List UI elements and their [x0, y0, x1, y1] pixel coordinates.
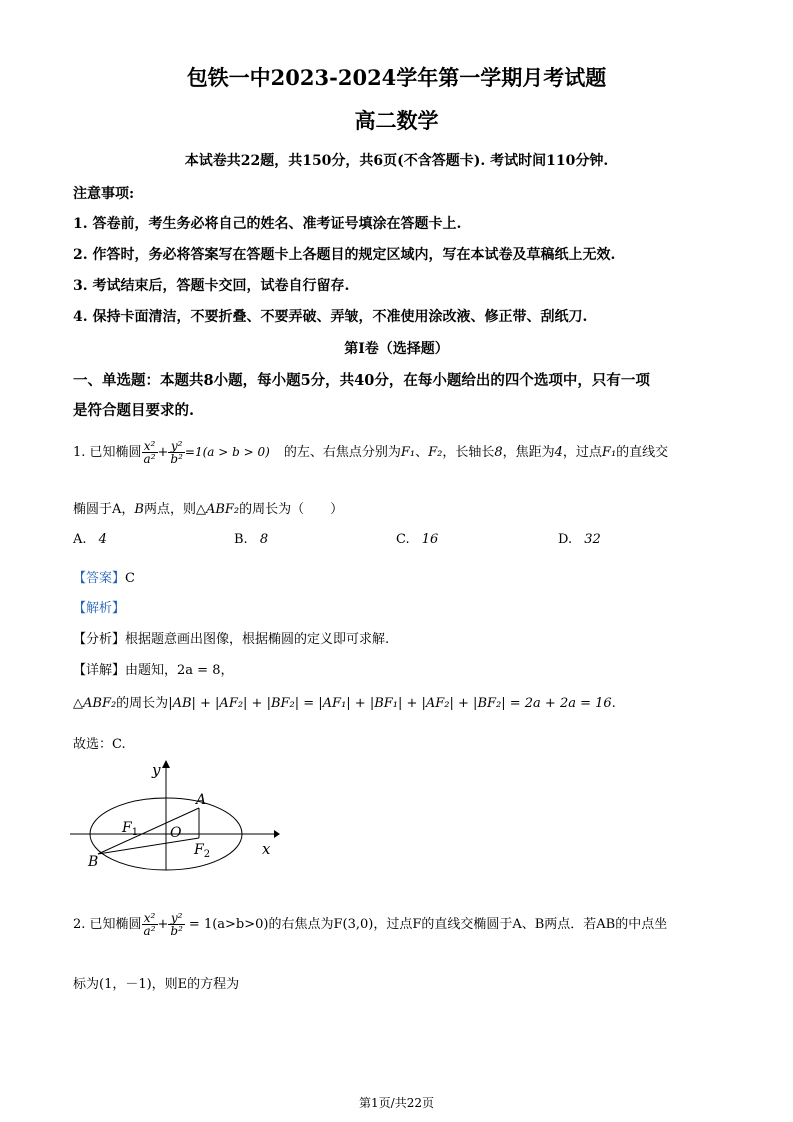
q1-text-e: 的直线交: [616, 445, 669, 460]
q1-answer: [73, 567, 135, 586]
section-line-1: 一、单选题：本题共8小题，每小题5分，共40分，在每小题给出的四个选项中，只有一项: [73, 372, 650, 389]
q1-four: 4: [554, 445, 563, 460]
q1-analysis: [73, 597, 125, 616]
q1-sep: 、: [415, 445, 429, 460]
q1-detail: [73, 659, 233, 678]
q1-line2-c: 的周长为（ ）: [239, 502, 344, 517]
q1-stem-line2: [73, 498, 343, 517]
ellipse-figure: [66, 758, 286, 878]
q1-frac-x: $\frac{\text{x²}}{\text{a²}}$: [143, 439, 156, 466]
y-label: y: [152, 761, 161, 779]
fenxi-tag: 【分析】: [73, 632, 126, 647]
q2-frac-y: $\frac{\text{y²}}{\text{b²}}$: [170, 911, 183, 938]
q1-line2-a: 椭圆于A，: [73, 502, 135, 517]
point-b-label: B: [88, 854, 99, 870]
q1-text-b: ，长轴长: [442, 445, 495, 460]
detail-text: 由题知，2a = 8，: [125, 663, 234, 678]
q1-eight: 8: [494, 445, 503, 460]
q1-option-c: C. 16: [396, 532, 439, 547]
q1-text-a: 的左、右焦点分别为: [283, 445, 401, 460]
q2-plus: +: [157, 917, 169, 932]
q1-frac-y: $\frac{\text{y²}}{\text{b²}}$: [170, 439, 183, 466]
section-line-2: 是符合题目要求的.: [73, 402, 195, 419]
q1-condition: =1(a > b > 0): [184, 445, 270, 459]
q2-frac-x: $\frac{\text{x²}}{\text{a²}}$: [143, 911, 156, 938]
q1-text-c: ，焦距为: [502, 445, 555, 460]
fenxi-text: 根据题意画出图像，根据椭圆的定义即可求解.: [125, 632, 390, 647]
x-label: x: [262, 840, 271, 858]
chord-ab: [98, 808, 199, 854]
q1-perimeter: [73, 692, 616, 711]
origin-label: O: [170, 825, 182, 841]
q2-text-a: = 1(a>b>0)的右焦点为F(3,0)，过点F的直线交椭圆于A、B两点．若AB的中点坐: [188, 917, 668, 932]
notice-heading: 注意事项:: [73, 186, 135, 202]
perimeter-formula: |AB| + |AF₂| + |BF₂| = |AF₁| + |BF₁| + |AF₂| + |BF₂| = 2a + 2a = 16: [168, 696, 612, 711]
notice-item-4: 4. 保持卡面清洁，不要折叠、不要弄破、弄皱，不准使用涂改液、修正带、刮纸刀.: [73, 309, 588, 325]
notice-item-1: 1. 答卷前，考生务必将自己的姓名、准考证号填涂在答题卡上.: [73, 216, 462, 232]
page-footer: 第1页/共22页: [359, 1096, 434, 1110]
q1-f1b: F₁: [601, 445, 617, 460]
segment-bf2: [98, 838, 199, 854]
q1-text-d: ，过点: [562, 445, 602, 460]
perimeter-prefix: △ABF₂: [73, 696, 117, 711]
exam-subtitle: 高二数学: [354, 108, 439, 133]
answer-value: C: [125, 571, 135, 586]
q1-f1: F₁: [400, 445, 416, 460]
q2-stem-line1: [73, 912, 667, 937]
q2-number: 2. 已知椭圆: [73, 917, 142, 932]
q2-stem-line2: 标为(1，－1)，则E的方程为: [73, 977, 240, 992]
perimeter-end: .: [611, 696, 616, 711]
q1-number: 1. 已知椭圆: [73, 445, 142, 460]
q1-fenxi: [73, 628, 389, 647]
notice-item-2: 2. 作答时，务必将答案写在答题卡上各题目的规定区域内，写在本试卷及草稿纸上无效.: [73, 247, 616, 263]
notice-item-3: 3. 考试结束后，答题卡交回，试卷自行留存.: [73, 278, 350, 294]
q1-plus: +: [157, 445, 169, 460]
f1-label: $F_1$: [122, 820, 139, 838]
y-axis-arrow: [162, 760, 170, 768]
q1-point-b: B: [134, 502, 144, 517]
analysis-tag: 【解析】: [73, 601, 126, 616]
q1-line2-b: 两点，则: [143, 502, 196, 517]
detail-tag: 【详解】: [73, 663, 126, 678]
exam-title: 包铁一中2023-2024学年第一学期月考试题: [186, 65, 607, 90]
exam-info: 本试卷共22题，共150分，共6页(不含答题卡). 考试时间110分钟.: [184, 153, 609, 169]
q1-option-a: A. 4: [73, 532, 107, 547]
q1-option-b: B. 8: [234, 532, 269, 547]
q1-triangle: △ABF₂: [195, 502, 240, 517]
q1-option-d: D. 32: [558, 532, 601, 547]
answer-tag: 【答案】: [73, 571, 126, 586]
point-a-label: A: [196, 792, 207, 808]
f2-label: $F_2$: [194, 842, 211, 860]
perimeter-mid: 的周长为: [116, 696, 169, 711]
part1-heading: 第I卷（选择题）: [344, 341, 449, 357]
q1-stem-line1: [73, 440, 668, 465]
x-axis-arrow: [274, 830, 280, 838]
q1-choose: 故选：C.: [73, 737, 126, 752]
q1-f2: F₂: [428, 445, 443, 460]
